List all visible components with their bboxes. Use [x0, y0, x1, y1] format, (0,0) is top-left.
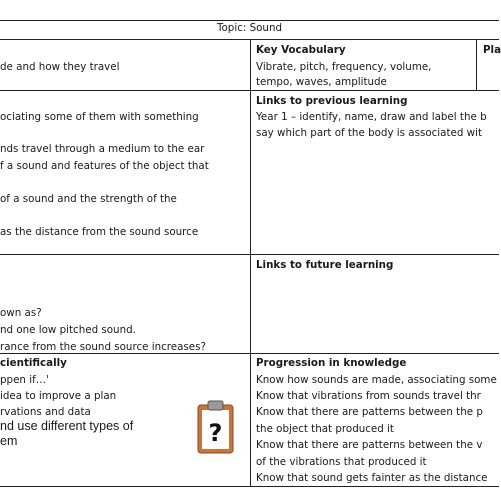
- progression-line: Know that vibrations from sounds travel thr: [256, 390, 481, 402]
- objective-line: f a sound and features of the object that: [0, 160, 209, 172]
- question-line: rance from the sound source increases?: [0, 341, 206, 353]
- progression-line: Know that there are patterns between the p: [256, 406, 483, 418]
- objective-line: de and how they travel: [0, 61, 120, 73]
- objective-line: ociating some of them with something: [0, 111, 199, 123]
- key-vocabulary-heading: Key Vocabulary: [256, 44, 346, 56]
- progression-line: of the vibrations that produced it: [256, 456, 427, 468]
- plan-heading: Pla: [483, 44, 501, 56]
- svg-text:?: ?: [208, 419, 223, 447]
- question-line: own as?: [0, 307, 42, 319]
- progression-line: Know how sounds are made, associating some: [256, 374, 497, 386]
- working-scientifically-big-line: em: [0, 434, 18, 448]
- clipboard-question-icon: [197, 400, 234, 454]
- links-previous-line: say which part of the body is associated wit: [256, 127, 482, 139]
- progression-line: Know that there are patterns between the v: [256, 439, 483, 451]
- objective-line: as the distance from the sound source: [0, 226, 199, 238]
- links-previous-line: Year 1 – identify, name, draw and label the b: [256, 111, 487, 123]
- key-vocabulary-line: tempo, waves, amplitude: [256, 76, 387, 88]
- progression-line: the object that produced it: [256, 423, 394, 435]
- objective-line: of a sound and the strength of the: [0, 193, 177, 205]
- column-divider: [250, 39, 251, 487]
- working-scientifically-big-line: nd use different types of: [0, 419, 134, 433]
- key-vocabulary-line: Vibrate, pitch, frequency, volume,: [256, 61, 432, 73]
- working-scientifically-heading: cientifically: [0, 357, 67, 369]
- progression-line: Know that sound gets fainter as the distance: [256, 472, 488, 484]
- working-scientifically-line: rvations and data: [0, 406, 91, 418]
- objective-line: nds travel through a medium to the ear: [0, 143, 205, 155]
- top-border: [0, 20, 499, 21]
- links-previous-heading: Links to previous learning: [256, 95, 408, 107]
- working-scientifically-line: idea to improve a plan: [0, 390, 117, 402]
- plan-column-divider: [476, 39, 477, 91]
- question-line: nd one low pitched sound.: [0, 324, 136, 336]
- page-title: Topic: Sound: [216, 22, 283, 34]
- progression-heading: Progression in knowledge: [256, 357, 407, 369]
- working-scientifically-line: ppen if…': [0, 374, 49, 386]
- links-future-heading: Links to future learning: [256, 259, 394, 271]
